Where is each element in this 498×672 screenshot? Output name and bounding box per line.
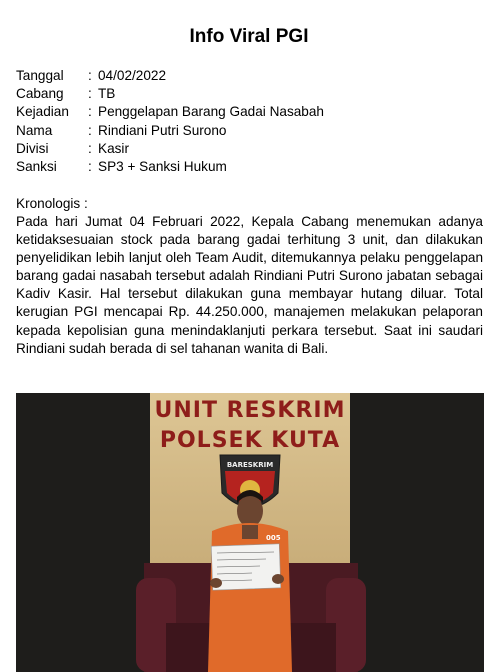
field-separator: : <box>88 122 92 138</box>
field-kejadian <box>16 103 324 121</box>
field-tanggal <box>16 67 324 85</box>
field-label: Tanggal <box>16 68 64 83</box>
field-value: 04/02/2022 <box>98 68 167 83</box>
evidence-photo <box>16 393 484 672</box>
field-value: SP3 + Sanksi Hukum <box>98 159 227 175</box>
field-label: Kejadian <box>16 104 69 120</box>
field-separator: : <box>88 104 92 120</box>
info-fields <box>16 67 324 176</box>
field-separator: : <box>88 159 92 175</box>
field-value: Penggelapan Barang Gadai Nasabah <box>98 104 324 120</box>
field-sanksi <box>16 158 324 176</box>
field-cabang <box>16 85 324 103</box>
field-value: Kasir <box>98 140 129 156</box>
photo-illustration <box>16 393 484 672</box>
vest-number: 005 <box>266 534 281 542</box>
field-separator: : <box>88 68 92 83</box>
field-label: Nama <box>16 122 53 138</box>
banner-line-1: UNIT RESKRIM <box>154 398 346 423</box>
field-label: Cabang <box>16 86 64 102</box>
hand-left <box>210 578 222 588</box>
field-label: Sanksi <box>16 159 57 175</box>
field-separator: : <box>88 86 92 102</box>
hand-right <box>272 574 284 584</box>
field-value: Rindiani Putri Surono <box>98 122 227 138</box>
kronologis-paragraph: Pada hari Jumat 04 Februari 2022, Kepala Cabang menemukan adanya ketidaksesuaian stock pada barang gadai terhitung 3 unit, dan dilakukan penyelidikan lebih lanjut oleh Team Audit, ditemukannya pelaku penggelapan barang gadai nasabah tersebut adalah Rindiani Putri Surono jabatan sebagai Kadiv Kasir. Hal tersebut dilakukan guna membayar hutang diluar. Total kerugian PGI mencapai Rp. 44.250.000, manajemen melakukan pelaporan kepada kepolisian guna menindaklanjuti perkara tersebut. Saat ini saudari Rindiani sudah berada di sel tahanan wanita di Bali. <box>16 214 483 356</box>
field-label: Divisi <box>16 140 49 156</box>
field-separator: : <box>88 140 92 156</box>
field-divisi <box>16 140 324 158</box>
banner-line-2: POLSEK KUTA <box>159 428 341 453</box>
field-nama <box>16 122 324 140</box>
page-title: Info Viral PGI <box>189 26 309 47</box>
kronologis-heading: Kronologis : <box>16 196 88 211</box>
field-value: TB <box>98 86 116 102</box>
badge-label: BARESKRIM <box>226 461 274 469</box>
